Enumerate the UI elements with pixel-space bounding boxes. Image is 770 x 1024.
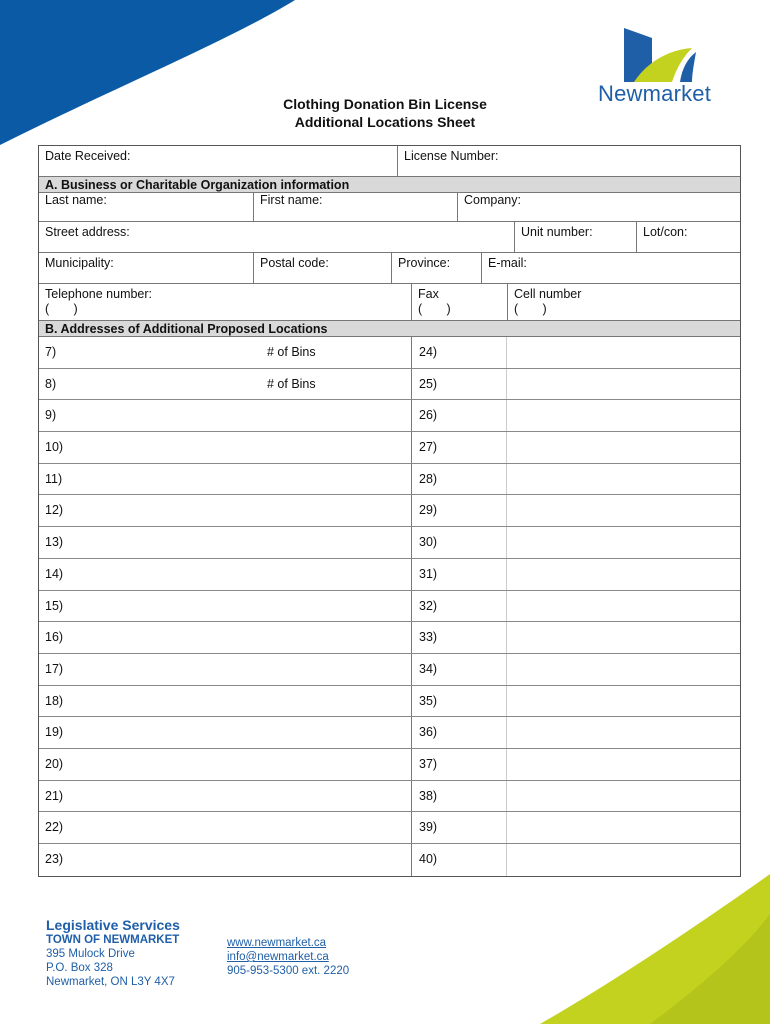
location-number-right: 33): [419, 630, 438, 645]
location-number-left: 7): [45, 345, 57, 359]
company-label: Company:: [464, 193, 521, 207]
cell-number-label: Cell number: [514, 287, 582, 301]
footer-links: [227, 936, 349, 978]
province-field[interactable]: [391, 253, 481, 283]
location-row[interactable]: [39, 717, 740, 749]
telephone-field[interactable]: [39, 284, 411, 320]
locations-table: [39, 337, 740, 876]
location-row[interactable]: [39, 686, 740, 718]
telephone-label: Telephone number:: [45, 287, 153, 301]
street-address-label: Street address:: [45, 225, 130, 239]
location-row[interactable]: [39, 337, 740, 369]
location-number-right: 34): [419, 661, 438, 676]
location-number-right: 35): [419, 693, 438, 708]
location-number-left: 18): [45, 693, 64, 708]
title-line-2: Additional Locations Sheet: [294, 114, 476, 130]
page-title: [185, 95, 585, 131]
location-number-left: 14): [45, 566, 64, 581]
unit-number-field[interactable]: [514, 222, 636, 252]
first-name-label: First name:: [260, 193, 323, 207]
location-number-left: 19): [45, 725, 64, 740]
location-number-right: 36): [419, 725, 438, 740]
postal-code-field[interactable]: [253, 253, 391, 283]
license-form: [38, 145, 741, 877]
form-row-municipality: [39, 253, 740, 284]
location-row[interactable]: [39, 781, 740, 813]
license-number-label: License Number:: [404, 149, 499, 163]
location-number-left: 13): [45, 535, 64, 550]
footer-address-2: P.O. Box 328: [46, 962, 113, 974]
location-number-left: 10): [45, 440, 64, 455]
last-name-field[interactable]: [39, 193, 253, 221]
footer-address-3: Newmarket, ON L3Y 4X7: [46, 976, 175, 988]
location-number-right: 38): [419, 788, 438, 803]
postal-code-label: Postal code:: [260, 256, 329, 270]
footer-department: Legislative Services: [46, 917, 180, 933]
fax-field[interactable]: [411, 284, 507, 320]
location-number-right: 26): [419, 408, 438, 423]
first-name-field[interactable]: [253, 193, 457, 221]
location-number-left: 12): [45, 503, 64, 518]
lot-con-label: Lot/con:: [643, 225, 688, 239]
location-number-left: 23): [45, 852, 64, 866]
location-row[interactable]: [39, 400, 740, 432]
location-row[interactable]: [39, 812, 740, 844]
bins-label: # of Bins: [267, 345, 316, 359]
location-row[interactable]: [39, 749, 740, 781]
location-row[interactable]: [39, 464, 740, 496]
location-number-left: 20): [45, 756, 64, 771]
location-number-right: 30): [419, 535, 438, 550]
cell-area-code: ( ): [514, 302, 547, 316]
location-number-right: 25): [419, 376, 438, 391]
province-label: Province:: [398, 256, 451, 270]
date-received-field[interactable]: [39, 146, 397, 176]
footer-address-1: 395 Mulock Drive: [46, 948, 135, 960]
location-number-left: 16): [45, 630, 64, 645]
footer-town: TOWN OF NEWMARKET: [46, 934, 180, 946]
location-number-right: 37): [419, 756, 438, 771]
last-name-label: Last name:: [45, 193, 107, 207]
title-line-1: Clothing Donation Bin License: [283, 96, 487, 112]
lot-con-field[interactable]: [636, 222, 740, 252]
location-number-right: 28): [419, 471, 438, 486]
form-row-date: [39, 146, 740, 177]
location-row[interactable]: [39, 559, 740, 591]
location-number-right: 31): [419, 566, 438, 581]
form-row-names: [39, 193, 740, 222]
location-row[interactable]: [39, 654, 740, 686]
location-number-left: 8): [45, 376, 57, 391]
company-field[interactable]: [457, 193, 740, 221]
location-number-left: 21): [45, 788, 64, 803]
footer-contact: [46, 918, 180, 989]
location-row[interactable]: [39, 527, 740, 559]
email-label: E-mail:: [488, 256, 527, 270]
location-number-right: 32): [419, 598, 438, 613]
location-row[interactable]: [39, 844, 740, 876]
location-number-right: 24): [419, 345, 438, 359]
cell-number-field[interactable]: [507, 284, 740, 320]
location-number-left: 9): [45, 408, 57, 423]
location-number-right: 39): [419, 820, 438, 835]
municipality-label: Municipality:: [45, 256, 114, 270]
footer-phone: 905-953-5300 ext. 2220: [227, 965, 350, 977]
street-address-field[interactable]: [39, 222, 514, 252]
location-row[interactable]: [39, 369, 740, 401]
municipality-field[interactable]: [39, 253, 253, 283]
location-number-left: 15): [45, 598, 64, 613]
section-b-header: B. Addresses of Additional Proposed Locations: [39, 321, 740, 337]
telephone-area-code: ( ): [45, 302, 78, 316]
location-row[interactable]: [39, 591, 740, 623]
form-row-street: [39, 222, 740, 253]
license-number-field[interactable]: [397, 146, 740, 176]
email-link[interactable]: info@newmarket.ca: [227, 951, 329, 963]
fax-area-code: ( ): [418, 302, 451, 316]
email-field[interactable]: [481, 253, 740, 283]
date-received-label: Date Received:: [45, 149, 131, 163]
location-number-left: 22): [45, 820, 64, 835]
website-link[interactable]: www.newmarket.ca: [227, 937, 327, 949]
location-number-right: 40): [419, 852, 438, 866]
location-row[interactable]: [39, 495, 740, 527]
location-number-right: 29): [419, 503, 438, 518]
location-row[interactable]: [39, 622, 740, 654]
location-number-right: 27): [419, 440, 438, 455]
unit-number-label: Unit number:: [521, 225, 593, 239]
location-number-left: 17): [45, 661, 64, 676]
bins-label: # of Bins: [267, 376, 316, 391]
location-row[interactable]: [39, 432, 740, 464]
logo-text: Newmarket: [598, 81, 712, 106]
location-number-left: 11): [45, 471, 63, 486]
fax-label: Fax: [418, 287, 439, 301]
section-a-header: A. Business or Charitable Organization information: [39, 177, 740, 193]
corner-decoration-bottom-right: [540, 874, 770, 1024]
form-row-phone: [39, 284, 740, 321]
